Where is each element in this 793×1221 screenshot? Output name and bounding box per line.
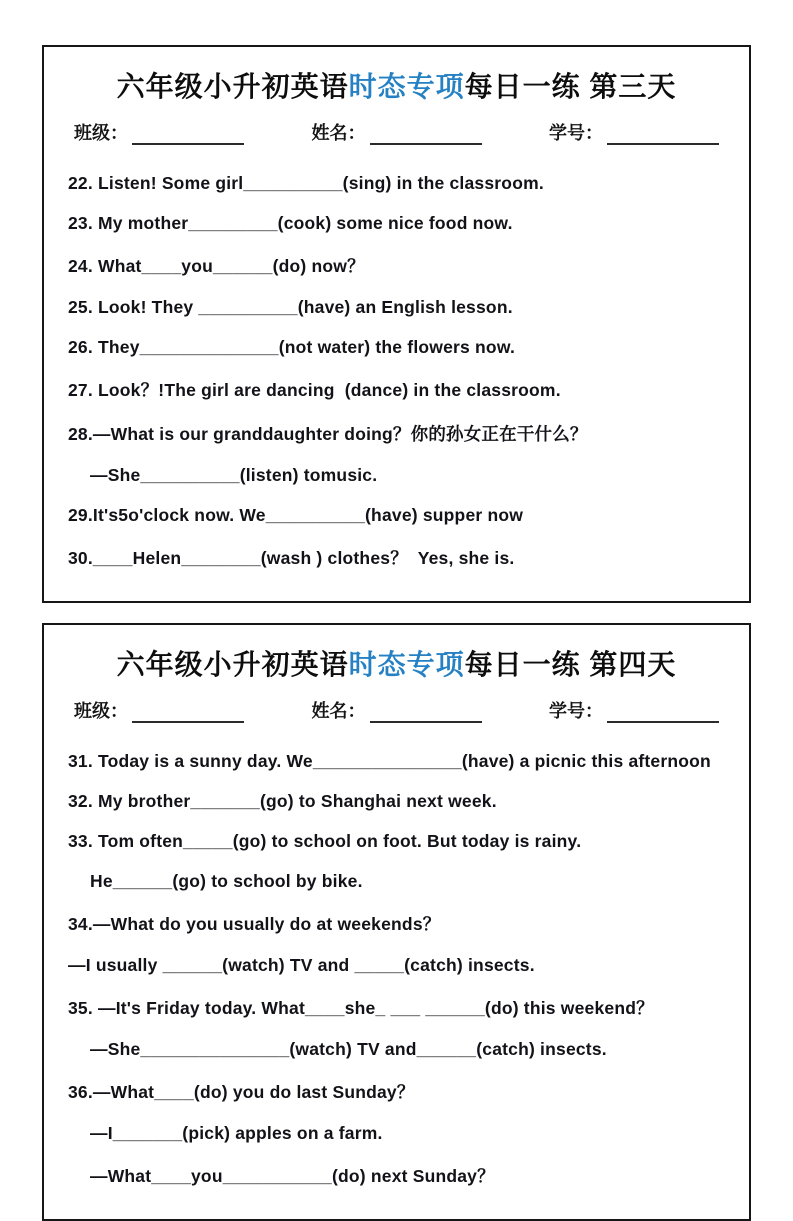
- title-part-prefix: 六年级小升初英语: [116, 71, 349, 102]
- question-line-24: 24. What____you______(do) now？: [68, 255, 365, 276]
- title-part-suffix: 每日一练 第三天: [464, 71, 677, 102]
- question-line-36-answer: —I_______(pick) apples on a farm.: [90, 1122, 383, 1143]
- student-number-label: 学号：: [549, 123, 603, 143]
- title-part-accent: 时态专项: [348, 71, 465, 102]
- name-field: [312, 119, 482, 145]
- question-line-30: 30.____Helen________(wash ) clothes？ Yes, she is.: [68, 547, 515, 568]
- title-part-accent: 时态专项: [348, 649, 465, 680]
- class-blank-line: [132, 702, 244, 723]
- worksheet-title-day3: [66, 65, 727, 105]
- name-blank-line: [370, 702, 482, 723]
- student-info-row: [66, 119, 727, 145]
- worksheet-day3: [42, 45, 751, 603]
- class-label: 班级：: [74, 123, 128, 143]
- question-line-27: 27. Look？!The girl are dancing (dance) in the classroom.: [68, 379, 561, 400]
- student-info-row: [66, 697, 727, 723]
- question-line-26: 26. They______________(not water) the flowers now.: [68, 336, 516, 357]
- worksheet-day4: [42, 623, 751, 1221]
- question-line-28: 28.—What is our granddaughter doing？你的孙女正在干什么？: [68, 423, 588, 444]
- student-number-blank-line: [607, 702, 719, 723]
- student-number-blank-line: [607, 124, 719, 145]
- question-line-36-followup: —What____you___________(do) next Sunday？: [90, 1165, 495, 1186]
- question-line-36: 36.—What____(do) you do last Sunday？: [68, 1081, 415, 1102]
- class-field: [74, 119, 244, 145]
- question-line-23: 23. My mother_________(cook) some nice food now.: [68, 212, 513, 233]
- question-line-33-continued: He______(go) to school by bike.: [90, 870, 363, 891]
- name-label: 姓名：: [311, 123, 366, 143]
- title-part-suffix: 每日一练 第四天: [464, 649, 677, 680]
- question-line-31: 31. Today is a sunny day. We_______________(have) a picnic this afternoon: [68, 750, 711, 771]
- question-line-34: 34.—What do you usually do at weekends？: [68, 913, 441, 934]
- question-line-33: 33. Tom often_____(go) to school on foot. But today is rainy.: [68, 830, 582, 851]
- name-label: 姓名：: [311, 701, 366, 721]
- question-line-34-answer: —I usually ______(watch) TV and _____(catch) insects.: [68, 954, 535, 975]
- question-line-35-answer: —She_______________(watch) TV and______(catch) insects.: [90, 1038, 607, 1059]
- question-line-29: 29.It's5o'clock now. We__________(have) supper now: [68, 504, 524, 525]
- worksheet-title-day4: [66, 643, 727, 683]
- question-line-28-answer: —She__________(listen) tomusic.: [90, 464, 378, 485]
- title-part-prefix: 六年级小升初英语: [116, 649, 349, 680]
- question-line-25: 25. Look! They __________(have) an English lesson.: [68, 296, 513, 317]
- class-label: 班级：: [74, 701, 128, 721]
- question-line-32: 32. My brother_______(go) to Shanghai next week.: [68, 790, 497, 811]
- class-blank-line: [132, 124, 244, 145]
- question-line-35: 35. —It's Friday today. What____she_ ___ ______(do) this weekend？: [68, 997, 654, 1018]
- name-field: [312, 697, 482, 723]
- student-number-field: [549, 119, 719, 145]
- name-blank-line: [370, 124, 482, 145]
- class-field: [74, 697, 244, 723]
- question-line-22: 22. Listen! Some girl__________(sing) in the classroom.: [68, 172, 544, 193]
- student-number-field: [549, 697, 719, 723]
- student-number-label: 学号：: [549, 701, 603, 721]
